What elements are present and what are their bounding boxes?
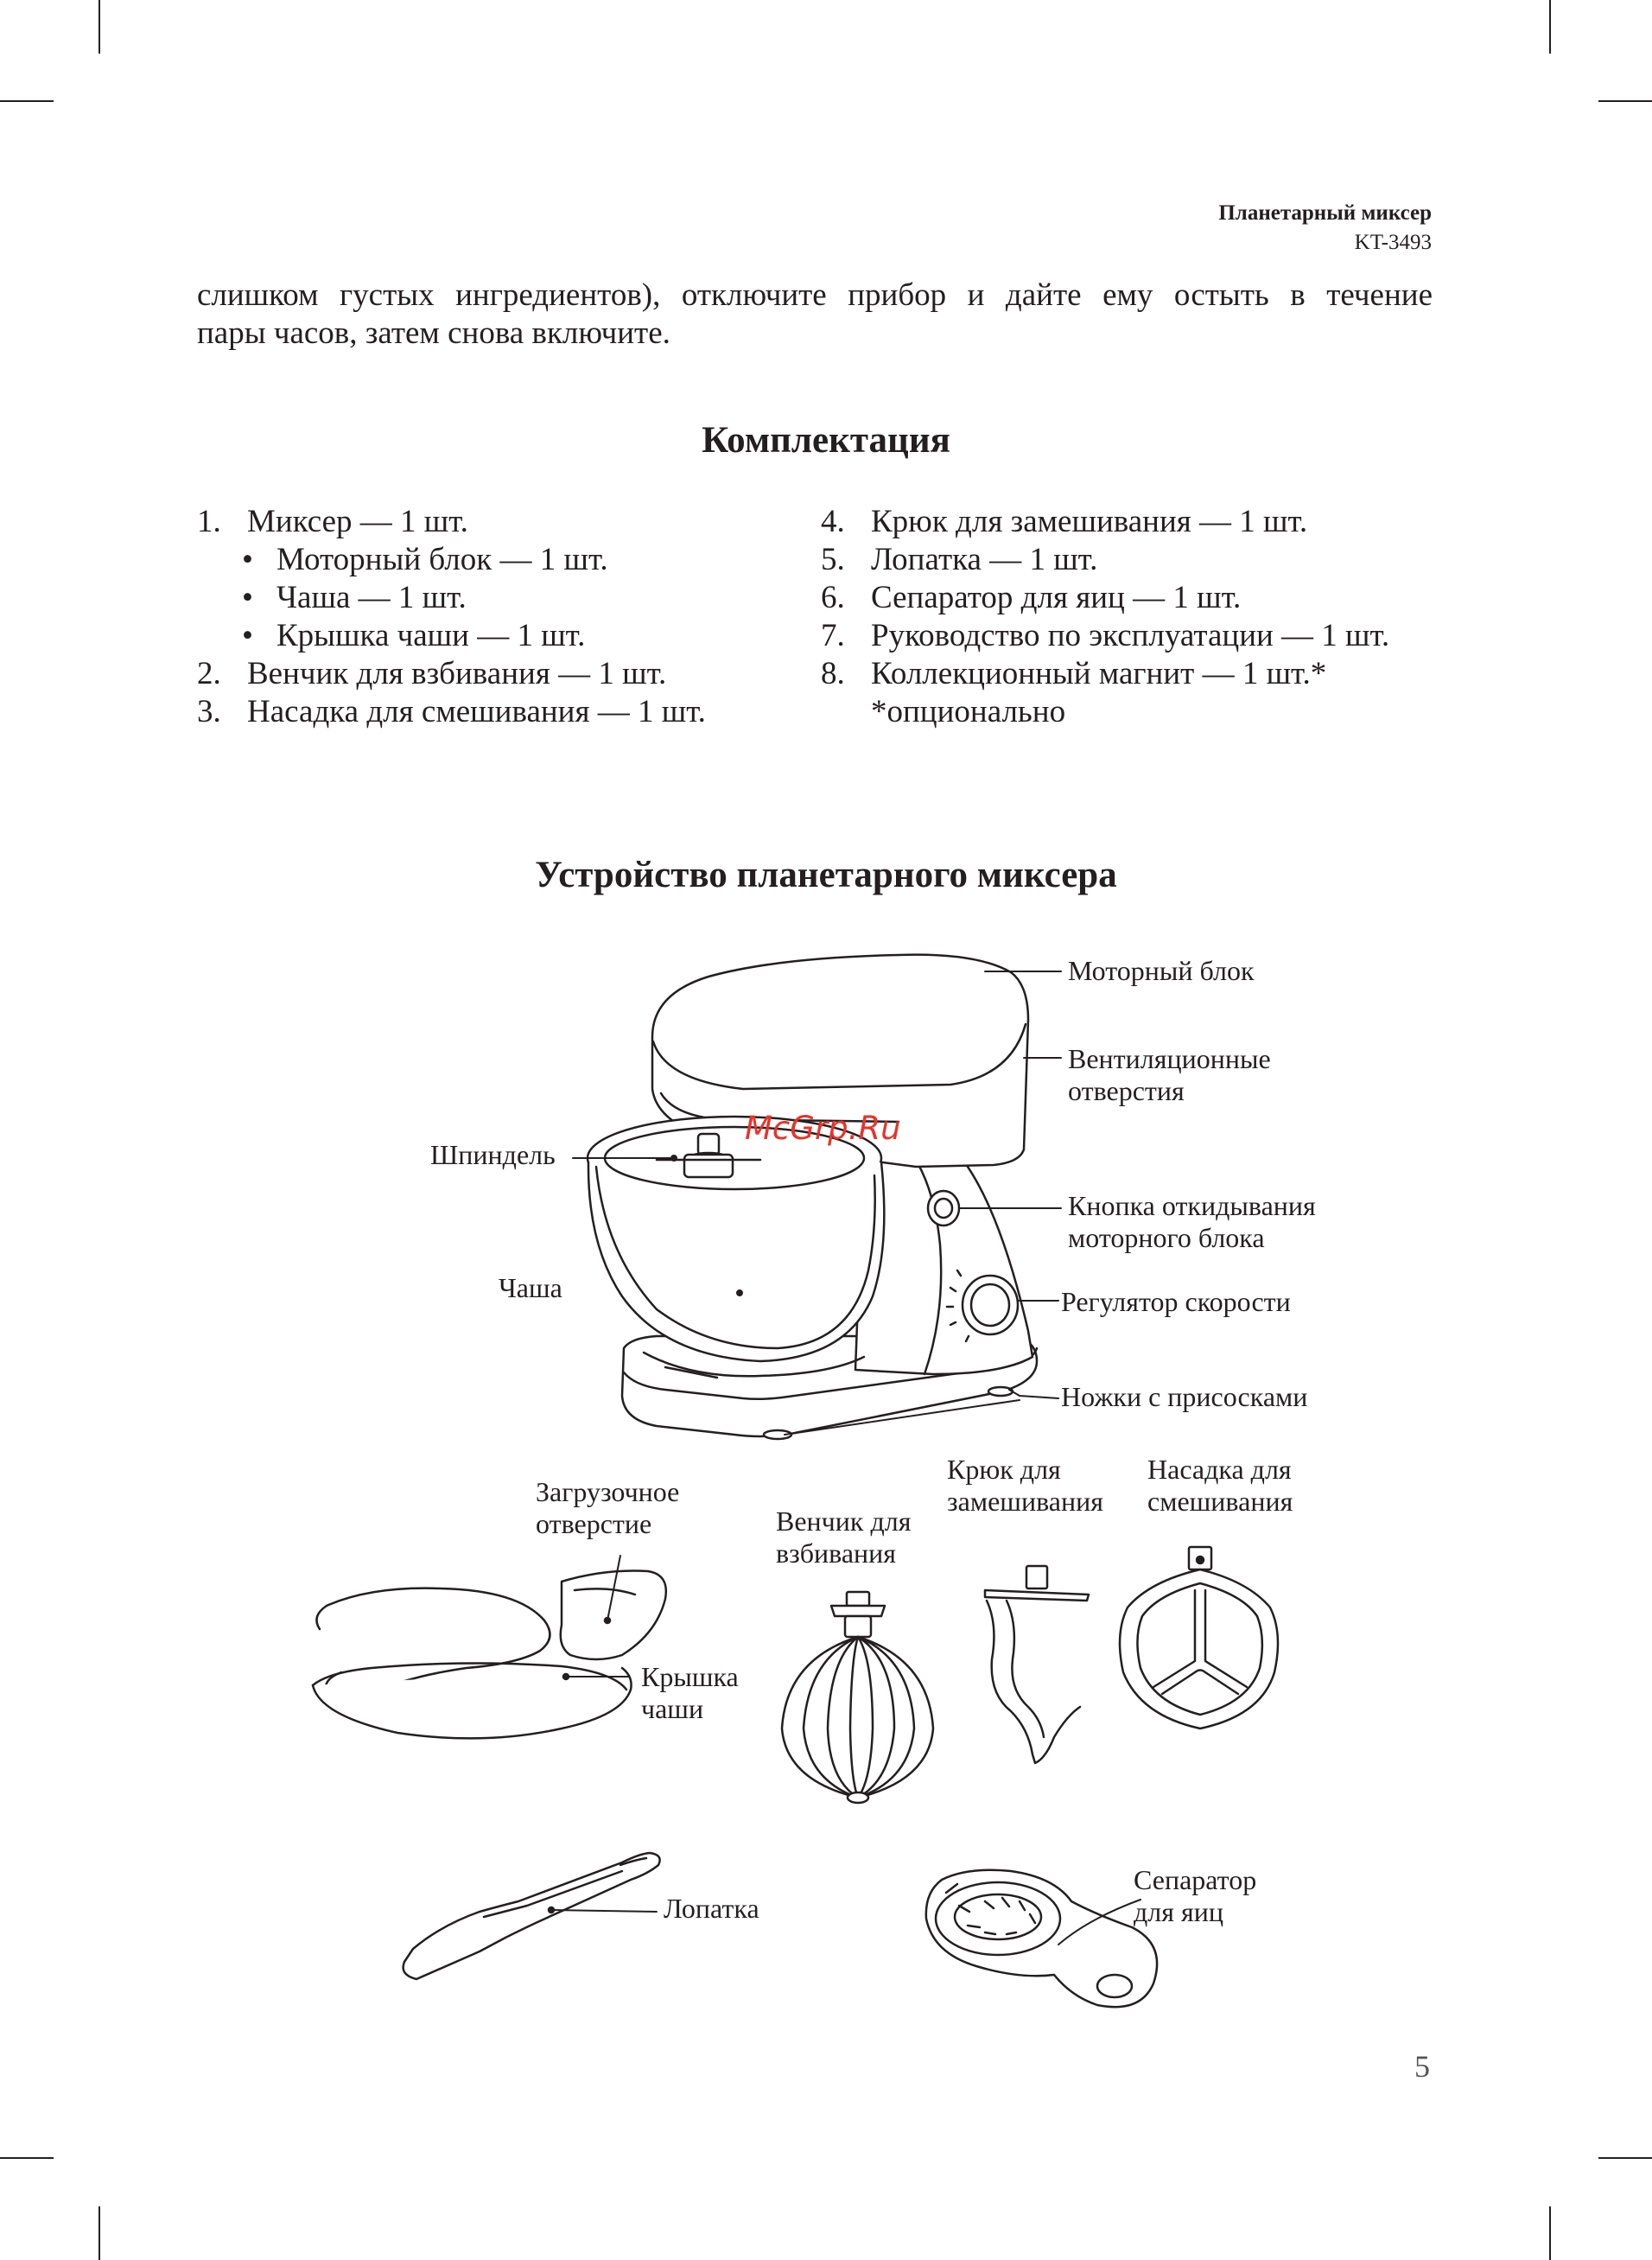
list-subitem: • Крышка чаши — 1 шт. — [242, 618, 586, 653]
device-heading: Устройство планетарного миксера — [535, 855, 1117, 895]
list-item: 8. Коллекционный магнит — 1 шт.* — [821, 656, 1327, 691]
watermark: McGrp.Ru — [745, 1110, 901, 1147]
label-spindle: Шпиндель — [430, 1139, 556, 1170]
page-number: 5 — [1414, 2049, 1430, 2084]
list-item: 6. Сепаратор для яиц — 1 шт. — [821, 580, 1242, 615]
label-whisk: Венчик для взбивания — [776, 1506, 912, 1569]
list-item: 4. Крюк для замешивания — 1 шт. — [821, 504, 1308, 539]
whisk-drawing — [782, 1592, 933, 1803]
list-item-footnote: *опционально — [871, 694, 1066, 729]
intro-line-1: слишком густых ингредиентов), отключите прибор и дайте ему остыть в течение — [197, 277, 1433, 313]
intro-line-2: пары часов, затем снова включите. — [197, 315, 670, 351]
label-vents: Вентиляционные отверстия — [1068, 1043, 1271, 1106]
label-motor-block: Моторный блок — [1068, 955, 1255, 986]
dough-hook-drawing — [985, 1566, 1089, 1763]
header-model-number: KT-3493 — [1354, 231, 1432, 254]
label-spatula: Лопатка — [664, 1893, 759, 1924]
list-item: 2. Венчик для взбивания — 1 шт. — [197, 656, 667, 691]
label-loading-opening: Загрузочное отверстие — [536, 1476, 680, 1539]
contents-heading: Комплектация — [702, 420, 950, 461]
label-speed-regulator: Регулятор скорости — [1061, 1286, 1291, 1317]
label-tilt-button: Кнопка откидывания моторного блока — [1068, 1190, 1316, 1253]
list-subitem: • Чаша — 1 шт. — [242, 580, 467, 615]
label-suction-feet: Ножки с присосками — [1061, 1381, 1308, 1412]
label-egg-separator: Сепаратор для яиц — [1134, 1864, 1257, 1927]
header-product-title: Планетарный миксер — [1218, 201, 1432, 225]
stand-mixer-drawing — [588, 955, 1037, 1439]
list-item: 7. Руководство по эксплуатации — 1 шт. — [821, 618, 1390, 653]
label-mixing-beater: Насадка для смешивания — [1147, 1454, 1293, 1517]
egg-separator-drawing — [926, 1870, 1157, 2007]
bowl-lid-drawing — [313, 1556, 666, 1738]
list-subitem: • Моторный блок — 1 шт. — [242, 542, 608, 577]
list-item: 5. Лопатка — 1 шт. — [821, 542, 1098, 577]
list-item: 1. Миксер — 1 шт. — [197, 504, 468, 539]
label-dough-hook: Крюк для замешивания — [947, 1454, 1103, 1517]
spatula-drawing — [403, 1853, 660, 1979]
label-bowl-lid: Крышка чаши — [641, 1661, 739, 1724]
mixing-beater-drawing — [1120, 1547, 1278, 1728]
list-item: 3. Насадка для смешивания — 1 шт. — [197, 694, 706, 729]
label-bowl: Чаша — [499, 1272, 562, 1303]
